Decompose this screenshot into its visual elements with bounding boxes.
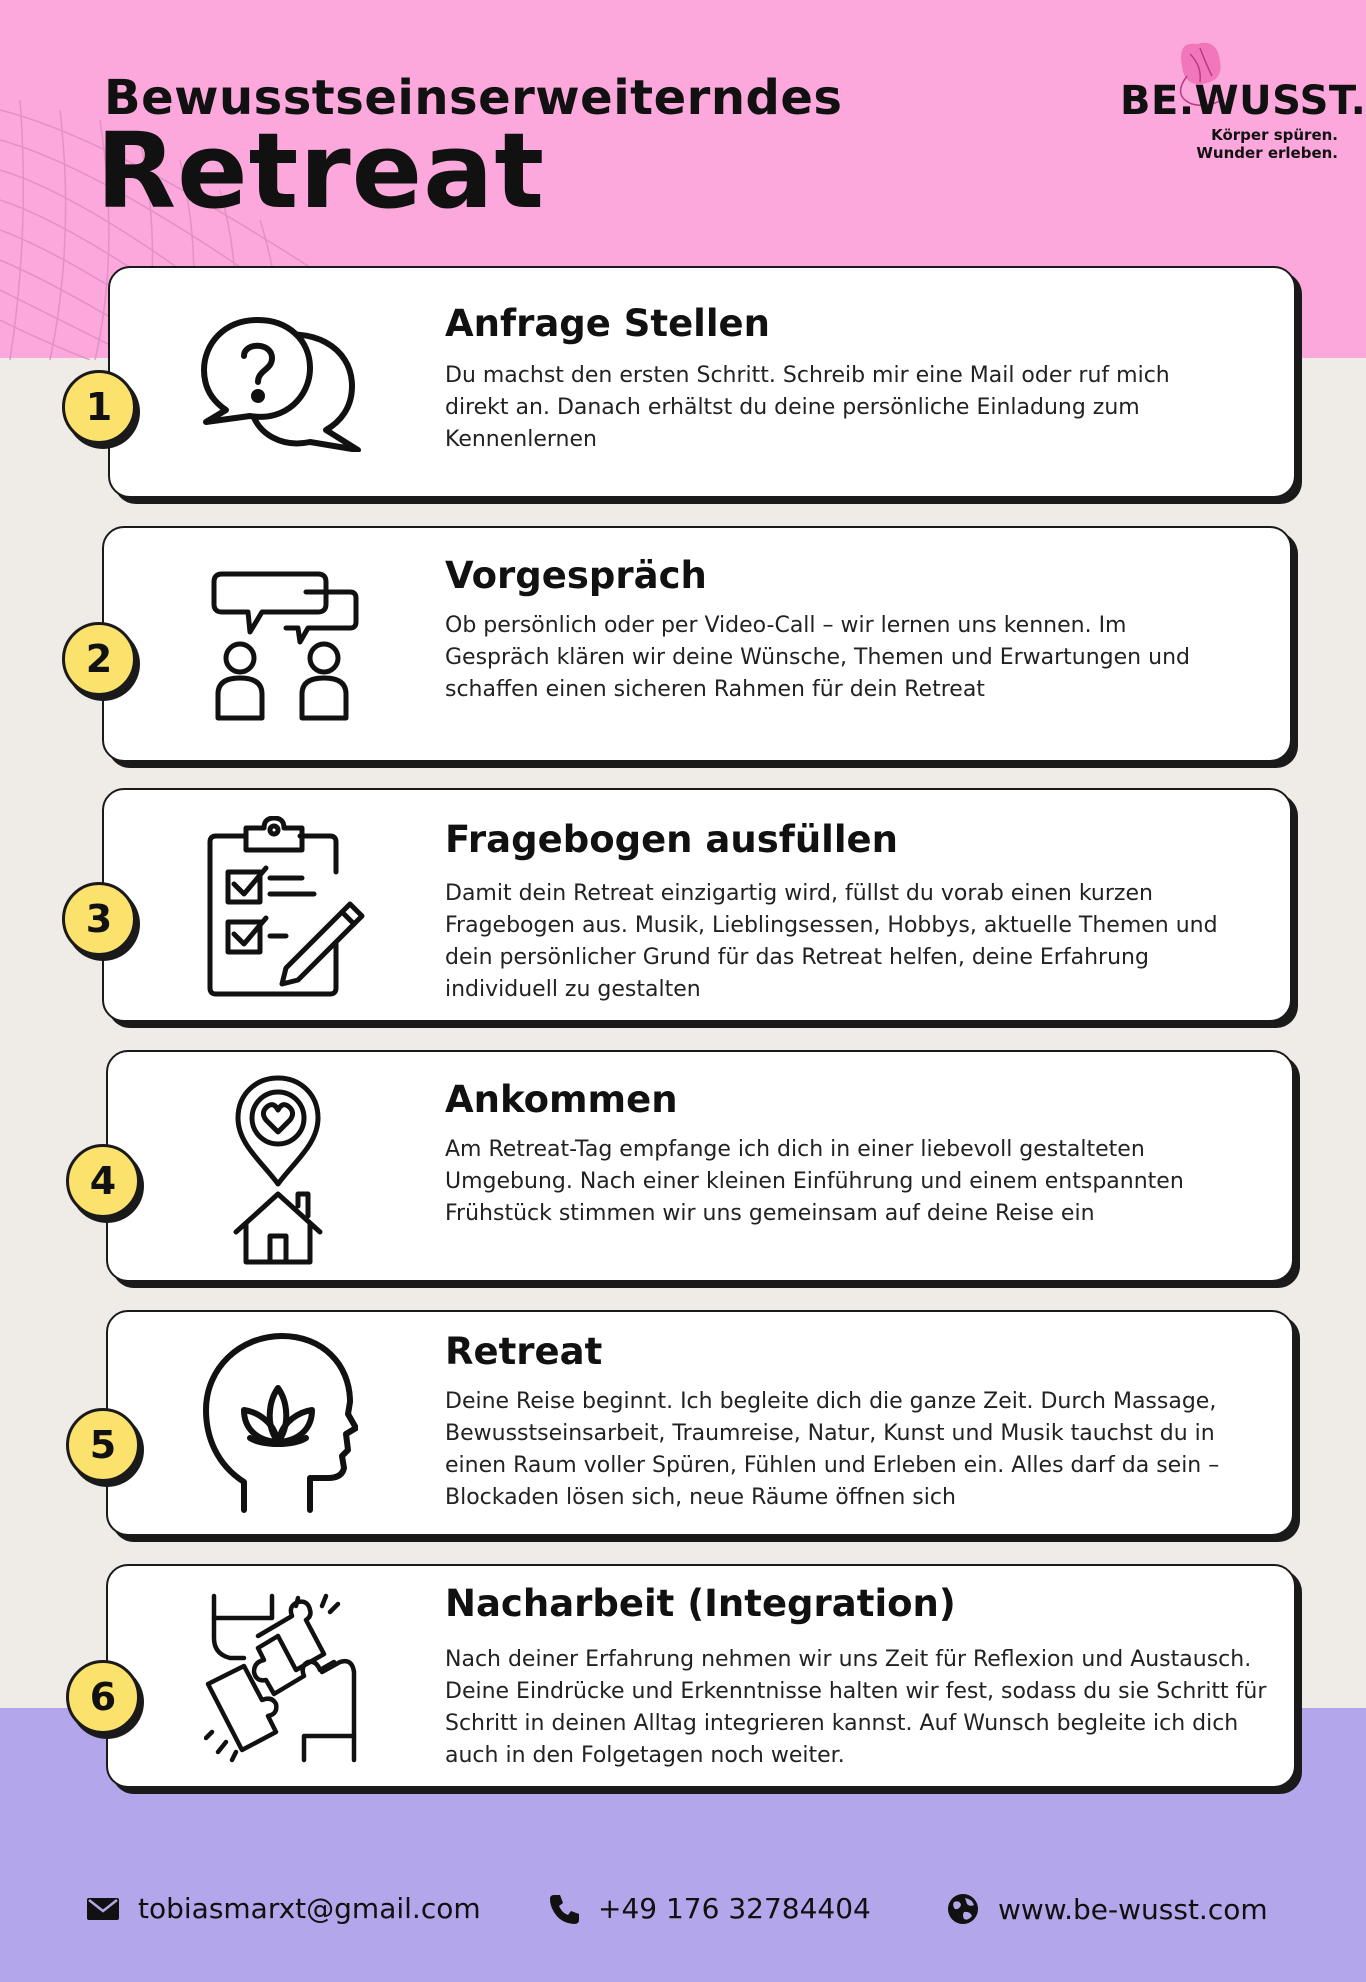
brand-logo [1112,36,1366,176]
step-description: Nach deiner Erfahrung nehmen wir uns Zeit für Reflexion und Austausch. Deine Eindrücke und Erkenntnisse halten wir fest, sodass du sie Schritt für Schritt in deinen Alltag integrieren kannst. Auf Wunsch begleite ich dich auch in den Folgetagen noch weiter. [445,1647,1267,1768]
clipboard-checklist-icon [206,816,366,998]
envelope-icon [86,1896,120,1922]
step-title: Ankommen [445,1078,678,1121]
step-title: Vorgespräch [445,554,707,597]
tagline-line-2: Wunder erleben. [1196,144,1338,162]
step-number-badge: 2 [62,622,136,696]
email-link[interactable]: tobiasmarxt@gmail.com [138,1892,481,1925]
title-line-1: Bewusstseinserweiterndes [104,70,843,126]
step-description: Am Retreat-Tag empfange ich dich in einer liebevoll gestalteten Umgebung. Nach einer kleinen Einführung und einem entspannten Frühstück stimmen wir uns gemeinsam auf deine Reise ein [445,1137,1184,1226]
puzzle-hands-icon [204,1592,364,1764]
step-title: Anfrage Stellen [445,302,770,345]
location-heart-home-icon [232,1074,326,1266]
footer-website[interactable] [946,1892,1268,1926]
website-link[interactable]: www.be-wusst.com [998,1892,1268,1926]
step-number-badge: 6 [66,1660,140,1734]
step-description: Damit dein Retreat einzigartig wird, füllst du vorab einen kurzen Fragebogen aus. Musik, Lieblingsessen, Hobbys, aktuelle Themen und dein persönlicher Grund für das Retreat helfen, deine Erfahrung individuell zu gestalten [445,881,1218,1002]
step-description: Du machst den ersten Schritt. Schreib mir eine Mail oder ruf mich direkt an. Danach erhältst du deine persönliche Einladung zum Kennenlernen [445,363,1170,452]
step-description: Ob persönlich oder per Video-Call – wir lernen uns kennen. Im Gespräch klären wir deine Wünsche, Themen und Erwartungen und schaffen einen sicheren Rahmen für dein Retreat [445,613,1190,702]
footer-phone[interactable] [548,1892,871,1925]
footer-email[interactable] [86,1892,481,1925]
phone-link[interactable]: +49 176 32784404 [598,1892,871,1925]
step-number-badge: 3 [62,882,136,956]
step-title: Retreat [445,1330,603,1373]
step-number-badge: 5 [66,1408,140,1482]
title-line-2: Retreat [96,110,546,232]
people-talking-icon [210,570,360,722]
phone-icon [548,1893,580,1925]
globe-icon [946,1892,980,1926]
tagline-line-1: Körper spüren. [1211,126,1338,144]
step-title: Fragebogen ausfüllen [445,818,898,861]
speech-bubbles-question-icon [200,316,366,452]
step-title: Nacharbeit (Integration) [445,1582,956,1625]
step-number-badge: 4 [66,1144,140,1218]
step-description: Deine Reise beginnt. Ich begleite dich die ganze Zeit. Durch Massage, Bewusstseinsarbeit, Traumreise, Natur, Kunst und Musik tauchst du in einen Raum voller Spüren, Fühlen und Erleben ein. Alles darf da sein – Blockaden lösen sich, neue Räume öffnen sich [445,1389,1220,1510]
head-lotus-icon [202,1332,358,1514]
brand-name: BE.WUSST. [1120,78,1366,124]
brand-tagline [1196,126,1338,162]
step-number-badge: 1 [62,370,136,444]
